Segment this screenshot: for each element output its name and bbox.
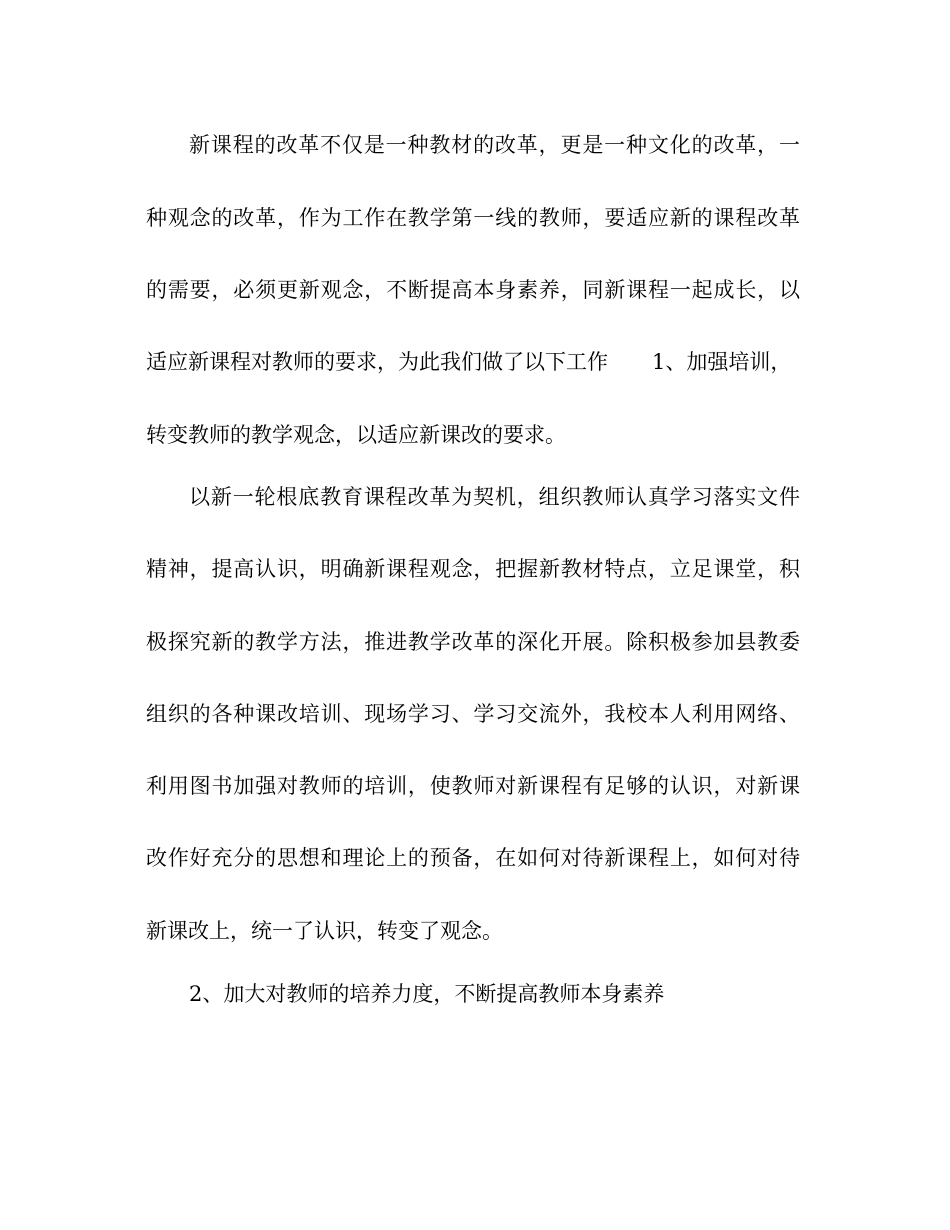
- paragraph-2-line-6: 改作好充分的思想和理论上的预备，在如何对待新课程上，如何对待: [146, 846, 800, 870]
- paragraph-2-line-7: 新课改上，统一了认识，转变了观念。: [146, 919, 503, 943]
- paragraph-2-line-4: 组织的各种课改培训、现场学习、学习交流外，我校本人利用网络、: [146, 702, 800, 726]
- paragraph-1-line-4-heading: 1、加强培训，: [652, 350, 792, 374]
- paragraph-1-line-4: [146, 342, 800, 382]
- paragraph-2-line-2: 精神，提高认识，明确新课程观念，把握新教材特点，立足课堂，积: [146, 557, 800, 581]
- paragraph-1-line-2: 种观念的改革，作为工作在教学第一线的教师，要适应新的课程改革: [146, 206, 800, 230]
- paragraph-2-line-3: 极探究新的教学方法，推进教学改革的深化开展。除积极参加县教委: [146, 630, 800, 654]
- paragraph-3-line-1: 2、加大对教师的培养力度，不断提高教师本身素养: [189, 982, 665, 1006]
- paragraph-2-line-1: 以新一轮根底教育课程改革为契机，组织教师认真学习落实文件: [189, 485, 800, 509]
- paragraph-2-line-5: 利用图书加强对教师的培训，使教师对新课程有足够的认识，对新课: [146, 774, 800, 798]
- paragraph-1-line-5: 转变教师的教学观念，以适应新课改的要求。: [146, 423, 566, 447]
- paragraph-1-line-4-text: 适应新课程对教师的要求，为此我们做了以下工作: [146, 350, 608, 374]
- paragraph-1-line-3: 的需要，必须更新观念，不断提高本身素养，同新课程一起成长，以: [146, 278, 800, 302]
- paragraph-1-line-1: 新课程的改革不仅是一种教材的改革，更是一种文化的改革，一: [189, 133, 800, 157]
